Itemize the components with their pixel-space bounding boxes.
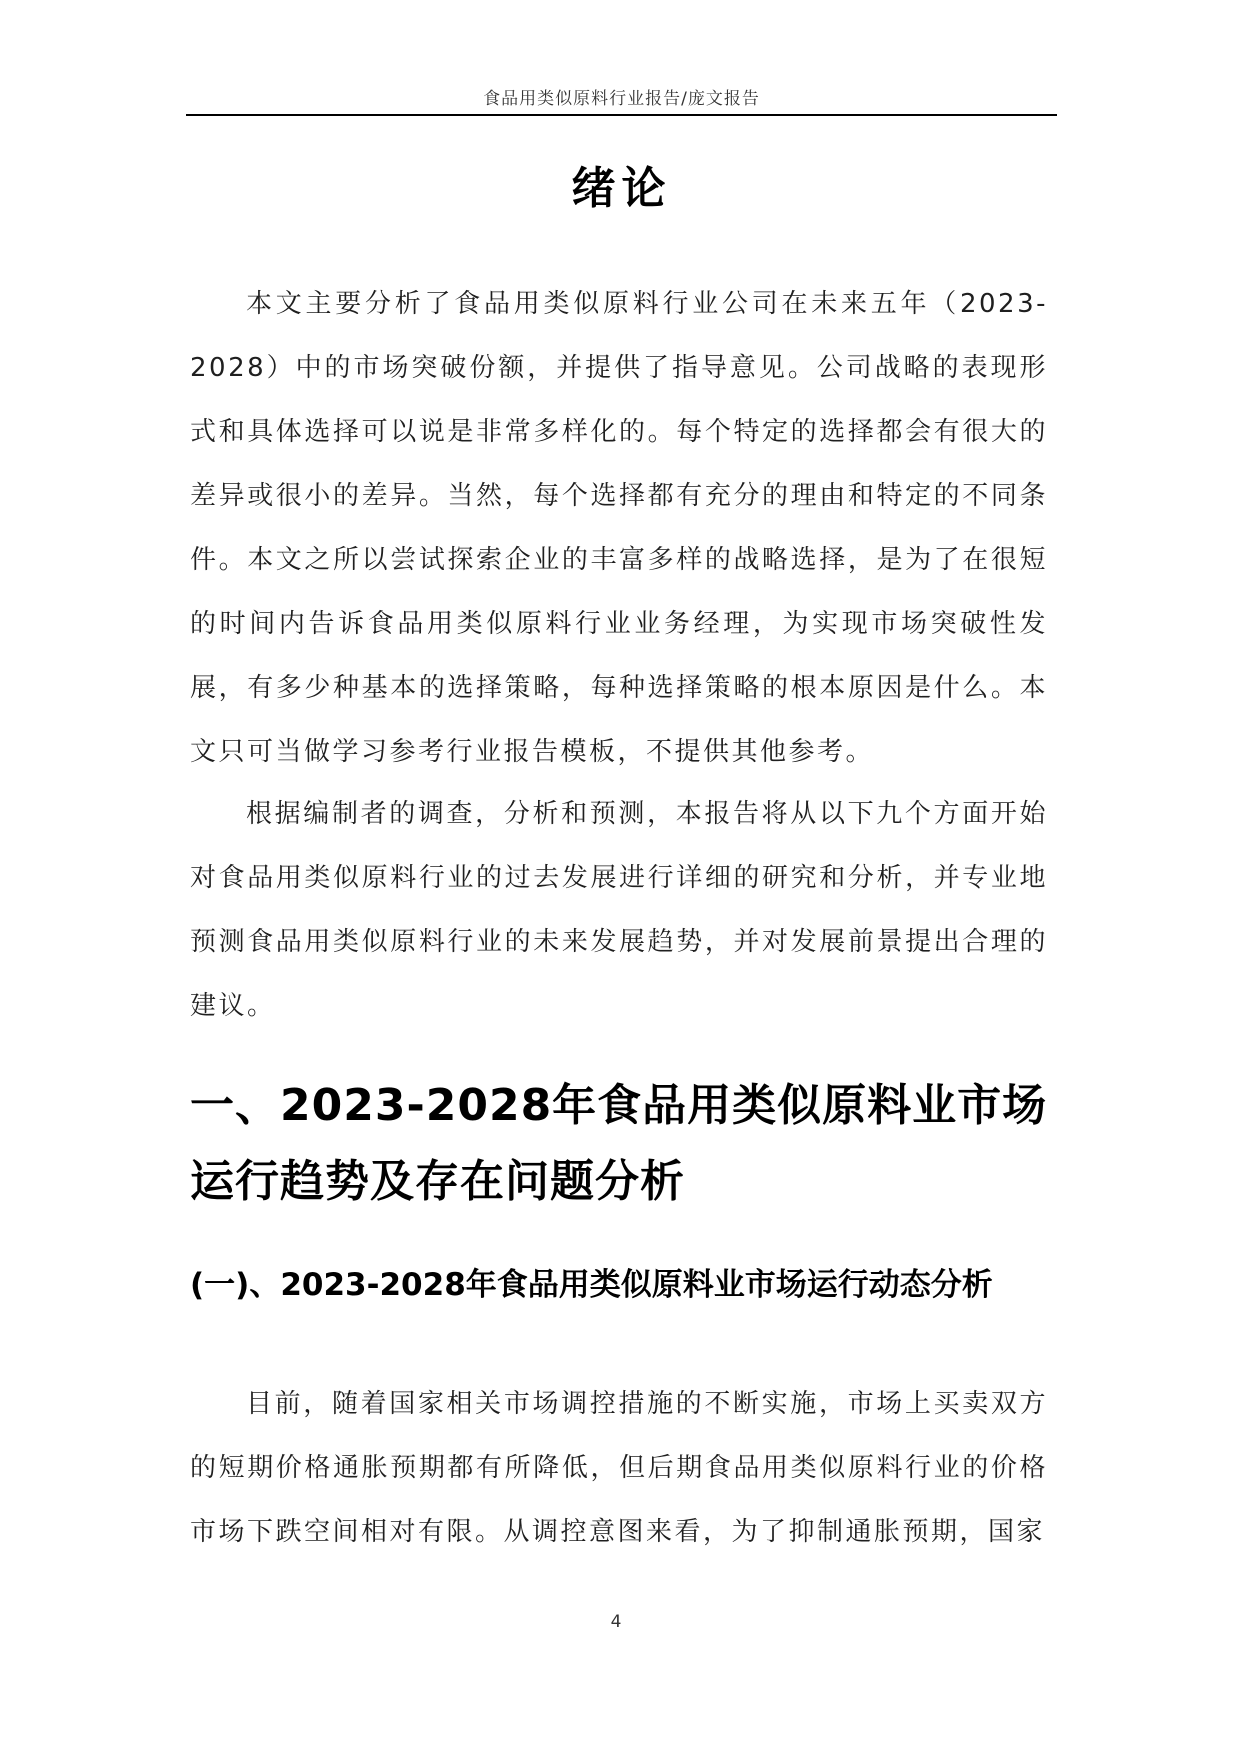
header-divider — [186, 114, 1057, 116]
intro-paragraph-2: 根据编制者的调查，分析和预测，本报告将从以下九个方面开始对食品用类似原料行业的过去发展进行详细的研究和分析，并专业地预测食品用类似原料行业的未来发展趋势，并对发展前景提出合理的建议。 — [190, 799, 1048, 1021]
running-header: 食品用类似原料行业报告/庞文报告 — [483, 89, 760, 109]
page-number: 4 — [610, 1612, 622, 1632]
intro-paragraph-1: 本文主要分析了食品用类似原料行业公司在未来五年（2023-2028）中的市场突破份额，并提供了指导意见。公司战略的表现形式和具体选择可以说是非常多样化的。每个特定的选择都会有很大的差异或很小的差异。当然，每个选择都有充分的理由和特定的不同条件。本文之所以尝试探索企业的丰富多样的战略选择，是为了在很短的时间内告诉食品用类似原料行业业务经理，为实现市场突破性发展，有多少种基本的选择策略，每种选择策略的根本原因是什么。本文只可当做学习参考行业报告模板，不提供其他参考。 — [190, 289, 1048, 767]
section-heading: 一、2023-2028年食品用类似原料业市场运行趋势及存在问题分析 — [190, 1080, 1048, 1207]
subsection-paragraph: 目前，随着国家相关市场调控措施的不断实施，市场上买卖双方的短期价格通胀预期都有所降低，但后期食品用类似原料行业的价格市场下跌空间相对有限。从调控意图来看，为了抑制通胀预期，国家 — [190, 1389, 1048, 1547]
page-title: 绪论 — [571, 163, 672, 214]
subsection-heading: (一)、2023-2028年食品用类似原料业市场运行动态分析 — [190, 1267, 993, 1303]
